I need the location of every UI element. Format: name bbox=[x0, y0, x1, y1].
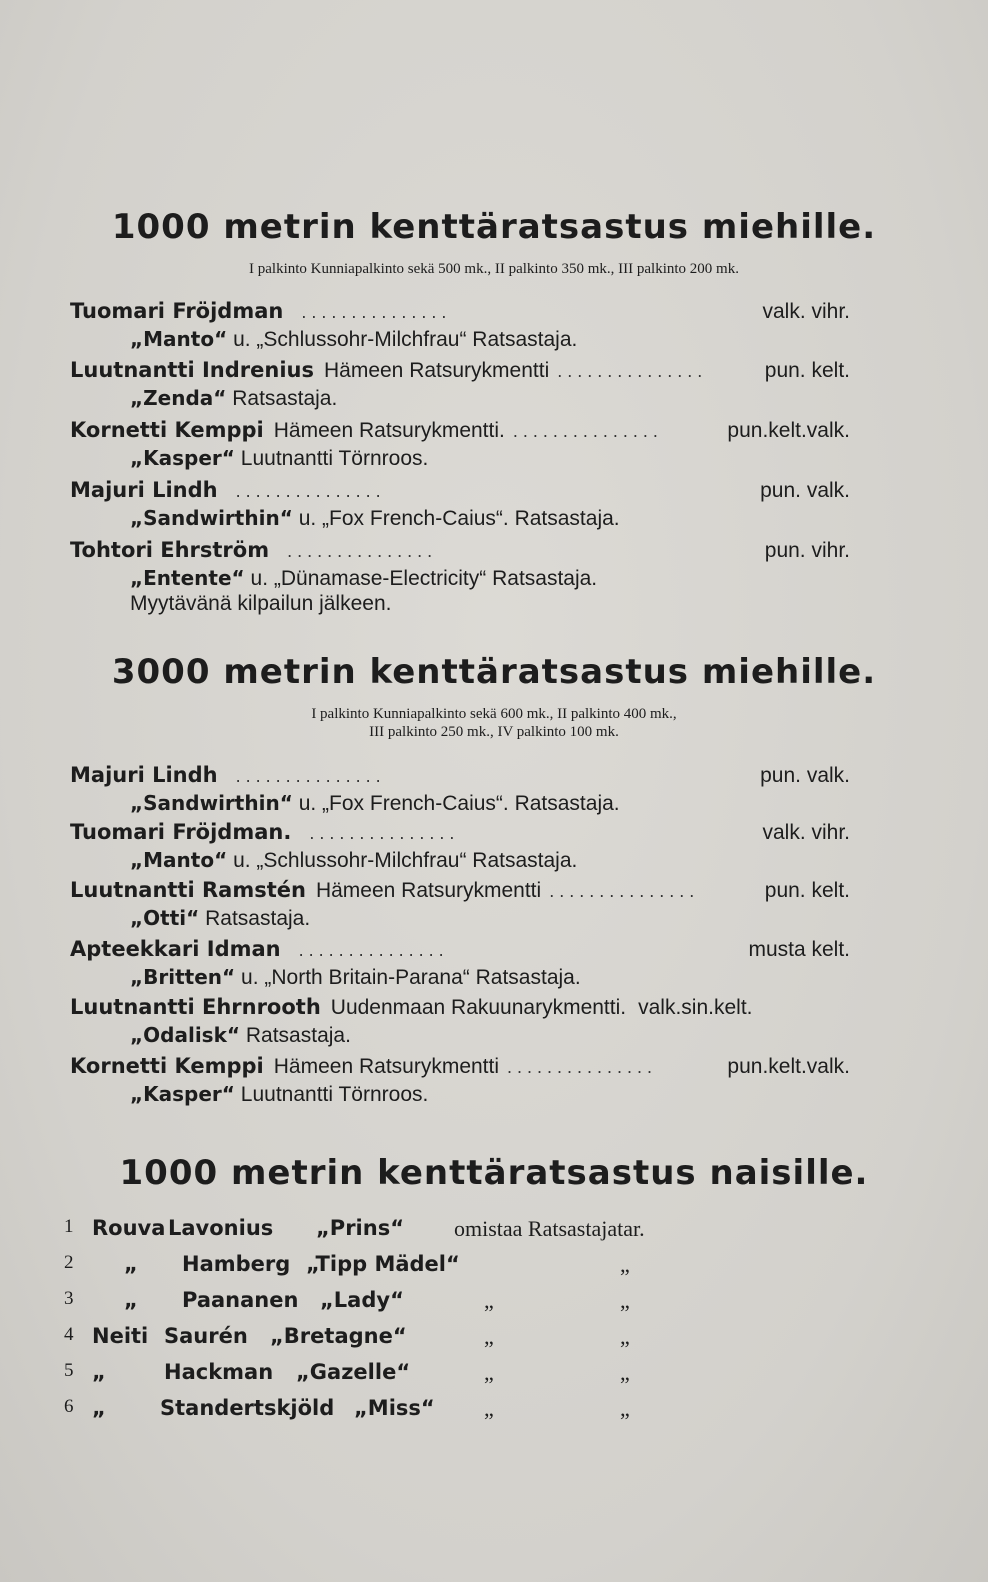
start-number: 3 bbox=[64, 1288, 74, 1309]
horse-name: „Tipp Mädel“ bbox=[306, 1252, 460, 1276]
s1-entry-5 bbox=[70, 538, 850, 566]
horse-name: „Manto“ bbox=[130, 848, 228, 872]
rider-colors: pun.kelt.valk. bbox=[727, 419, 850, 442]
horse-name: „Bretagne“ bbox=[270, 1324, 407, 1348]
rider-name: Tuomari Fröjdman bbox=[70, 299, 284, 323]
rider-colors: pun. kelt. bbox=[764, 359, 850, 382]
rider-name: Kornetti Kemppi bbox=[70, 1054, 264, 1078]
rider-colors: pun.kelt.valk. bbox=[727, 1055, 850, 1078]
rider-title: Rouva bbox=[92, 1216, 166, 1240]
horse-name: „Miss“ bbox=[354, 1396, 435, 1420]
horse-name: „Kasper“ bbox=[130, 446, 235, 470]
rider-name: Hackman bbox=[164, 1360, 274, 1384]
dot-leader: ............... bbox=[287, 541, 438, 561]
s1-horse-2 bbox=[130, 386, 337, 414]
s1-entry-2 bbox=[70, 358, 850, 386]
dot-leader: ............... bbox=[507, 1057, 658, 1077]
ditto-mark: „ bbox=[620, 1360, 630, 1385]
ditto-mark: „ bbox=[620, 1396, 630, 1421]
s1-horse-4 bbox=[130, 506, 620, 534]
horse-name: „Sandwirthin“ bbox=[130, 791, 293, 815]
dot-leader: ............... bbox=[235, 766, 386, 786]
rider-unit: Hämeen Ratsurykmentti bbox=[323, 359, 550, 382]
ditto-mark: „ bbox=[484, 1288, 494, 1313]
horse-name: „Sandwirthin“ bbox=[130, 506, 293, 530]
dot-leader: ............... bbox=[549, 881, 700, 901]
s3-row-6 bbox=[64, 1396, 824, 1428]
ditto-mark: „ bbox=[484, 1360, 494, 1385]
horse-name: „Gazelle“ bbox=[296, 1360, 411, 1384]
horse-name: „Entente“ bbox=[130, 566, 245, 590]
rider-colors: pun. vihr. bbox=[764, 539, 850, 562]
rider-title: Neiti bbox=[92, 1324, 149, 1348]
ditto-mark: „ bbox=[484, 1396, 494, 1421]
rider-colors: pun. kelt. bbox=[764, 879, 850, 902]
rider-name: Saurén bbox=[164, 1324, 248, 1348]
horse-details: u. „Fox French-Caius“. Ratsastaja. bbox=[298, 507, 620, 530]
horse-name: „Manto“ bbox=[130, 327, 228, 351]
ditto-mark: „ bbox=[620, 1252, 630, 1277]
rider-name: Standertskjöld bbox=[160, 1396, 335, 1420]
rider-colors: pun. valk. bbox=[760, 764, 850, 787]
horse-details: Ratsastaja. bbox=[232, 387, 338, 410]
horse-details: Luutnantti Törnroos. bbox=[240, 447, 429, 470]
ditto-mark: „ bbox=[124, 1288, 138, 1312]
s1-horse-1 bbox=[130, 327, 577, 355]
ditto-mark: „ bbox=[92, 1360, 106, 1384]
s2-horse-6 bbox=[130, 1082, 428, 1110]
s3-row-4 bbox=[64, 1324, 824, 1356]
ditto-mark: „ bbox=[484, 1324, 494, 1349]
s2-horse-5 bbox=[130, 1023, 351, 1051]
section2-title: 3000 metrin kenttäratsastus miehille. bbox=[111, 652, 877, 692]
dot-leader: ............... bbox=[301, 302, 452, 322]
dot-leader: ............... bbox=[557, 361, 708, 381]
s2-entry-5 bbox=[70, 995, 850, 1023]
s1-entry-1 bbox=[70, 299, 850, 327]
section1-prizes: I palkinto Kunniapalkinto sekä 500 mk., II palkinto 350 mk., III palkinto 200 mk. bbox=[249, 261, 739, 277]
rider-name: Majuri Lindh bbox=[70, 763, 218, 787]
s1-entry-4 bbox=[70, 478, 850, 506]
rider-name: Apteekkari Idman bbox=[70, 937, 281, 961]
rider-colors: valk. vihr. bbox=[762, 821, 850, 844]
ditto-mark: „ bbox=[124, 1252, 138, 1276]
s2-horse-2 bbox=[130, 848, 577, 876]
rider-name: Tuomari Fröjdman. bbox=[70, 820, 292, 844]
rider-name: Tohtori Ehrström bbox=[70, 538, 270, 562]
s1-horse-5 bbox=[130, 566, 597, 594]
rider-colors: valk. vihr. bbox=[762, 300, 850, 323]
sale-note: Myytävänä kilpailun jälkeen. bbox=[130, 592, 392, 615]
owner-text: omistaa Ratsastajatar. bbox=[454, 1216, 645, 1241]
rider-name: Majuri Lindh bbox=[70, 478, 218, 502]
s2-entry-6 bbox=[70, 1054, 850, 1082]
dot-leader: ............... bbox=[235, 481, 386, 501]
rider-colors: valk.sin.kelt. bbox=[638, 996, 753, 1019]
horse-name: „Zenda“ bbox=[130, 386, 227, 410]
ditto-mark: „ bbox=[620, 1288, 630, 1313]
section2-prizes-line1: I palkinto Kunniapalkinto sekä 600 mk., II palkinto 400 mk., bbox=[311, 706, 677, 722]
s2-horse-1 bbox=[130, 791, 620, 819]
s2-entry-2 bbox=[70, 820, 850, 848]
section3-title: 1000 metrin kenttäratsastus naisille. bbox=[119, 1153, 869, 1193]
horse-details: u. „Dünamase-Electricity“ Ratsastaja. bbox=[250, 567, 598, 590]
s3-row-5 bbox=[64, 1360, 824, 1392]
s2-horse-4 bbox=[130, 965, 581, 993]
s2-entry-4 bbox=[70, 937, 850, 965]
horse-details: u. „Schlussohr-Milchfrau“ Ratsastaja. bbox=[233, 328, 578, 351]
start-number: 6 bbox=[64, 1396, 74, 1417]
horse-details: u. „North Britain-Parana“ Ratsastaja. bbox=[241, 966, 581, 989]
rider-unit: Hämeen Ratsurykmentti. bbox=[273, 419, 505, 442]
rider-name: Luutnantti Ehrnrooth bbox=[70, 995, 321, 1019]
horse-name: „Odalisk“ bbox=[130, 1023, 241, 1047]
s2-entry-3 bbox=[70, 878, 850, 906]
section2-prizes-line2: III palkinto 250 mk., IV palkinto 100 mk. bbox=[369, 724, 619, 740]
rider-unit: Hämeen Ratsurykmentti bbox=[273, 1055, 500, 1078]
horse-details: u. „Schlussohr-Milchfrau“ Ratsastaja. bbox=[233, 849, 578, 872]
start-number: 2 bbox=[64, 1252, 74, 1273]
horse-details: Luutnantti Törnroos. bbox=[240, 1083, 429, 1106]
s3-row-2 bbox=[64, 1252, 824, 1284]
start-number: 1 bbox=[64, 1216, 74, 1237]
horse-details: u. „Fox French-Caius“. Ratsastaja. bbox=[298, 792, 620, 815]
section1-title: 1000 metrin kenttäratsastus miehille. bbox=[111, 207, 877, 247]
s3-row-3 bbox=[64, 1288, 824, 1320]
horse-name: „Prins“ bbox=[316, 1216, 404, 1240]
s1-entry-3 bbox=[70, 418, 850, 446]
rider-name: Kornetti Kemppi bbox=[70, 418, 264, 442]
ditto-mark: „ bbox=[620, 1324, 630, 1349]
dot-leader: ............... bbox=[512, 421, 663, 441]
rider-unit: Uudenmaan Rakuunarykmentti. bbox=[330, 996, 627, 1019]
dot-leader: ............... bbox=[309, 823, 460, 843]
ditto-mark: „ bbox=[92, 1396, 106, 1420]
rider-name: Luutnantti Ramstén bbox=[70, 878, 306, 902]
rider-name: Lavonius bbox=[168, 1216, 274, 1240]
rider-name: Paananen bbox=[182, 1288, 299, 1312]
rider-name: Hamberg bbox=[182, 1252, 291, 1276]
horse-name: „Lady“ bbox=[320, 1288, 404, 1312]
s2-horse-3 bbox=[130, 906, 310, 934]
rider-unit: Hämeen Ratsurykmentti bbox=[315, 879, 542, 902]
start-number: 5 bbox=[64, 1360, 74, 1381]
rider-colors: musta kelt. bbox=[748, 938, 850, 961]
rider-name: Luutnantti Indrenius bbox=[70, 358, 314, 382]
dot-leader: ............... bbox=[298, 940, 449, 960]
start-number: 4 bbox=[64, 1324, 74, 1345]
rider-colors: pun. valk. bbox=[760, 479, 850, 502]
horse-details: Ratsastaja. bbox=[245, 1024, 351, 1047]
s1-horse-3 bbox=[130, 446, 428, 474]
horse-name: „Otti“ bbox=[130, 906, 200, 930]
horse-details: Ratsastaja. bbox=[205, 907, 311, 930]
s2-entry-1 bbox=[70, 763, 850, 791]
horse-name: „Britten“ bbox=[130, 965, 236, 989]
horse-name: „Kasper“ bbox=[130, 1082, 235, 1106]
s3-row-1 bbox=[64, 1216, 824, 1248]
